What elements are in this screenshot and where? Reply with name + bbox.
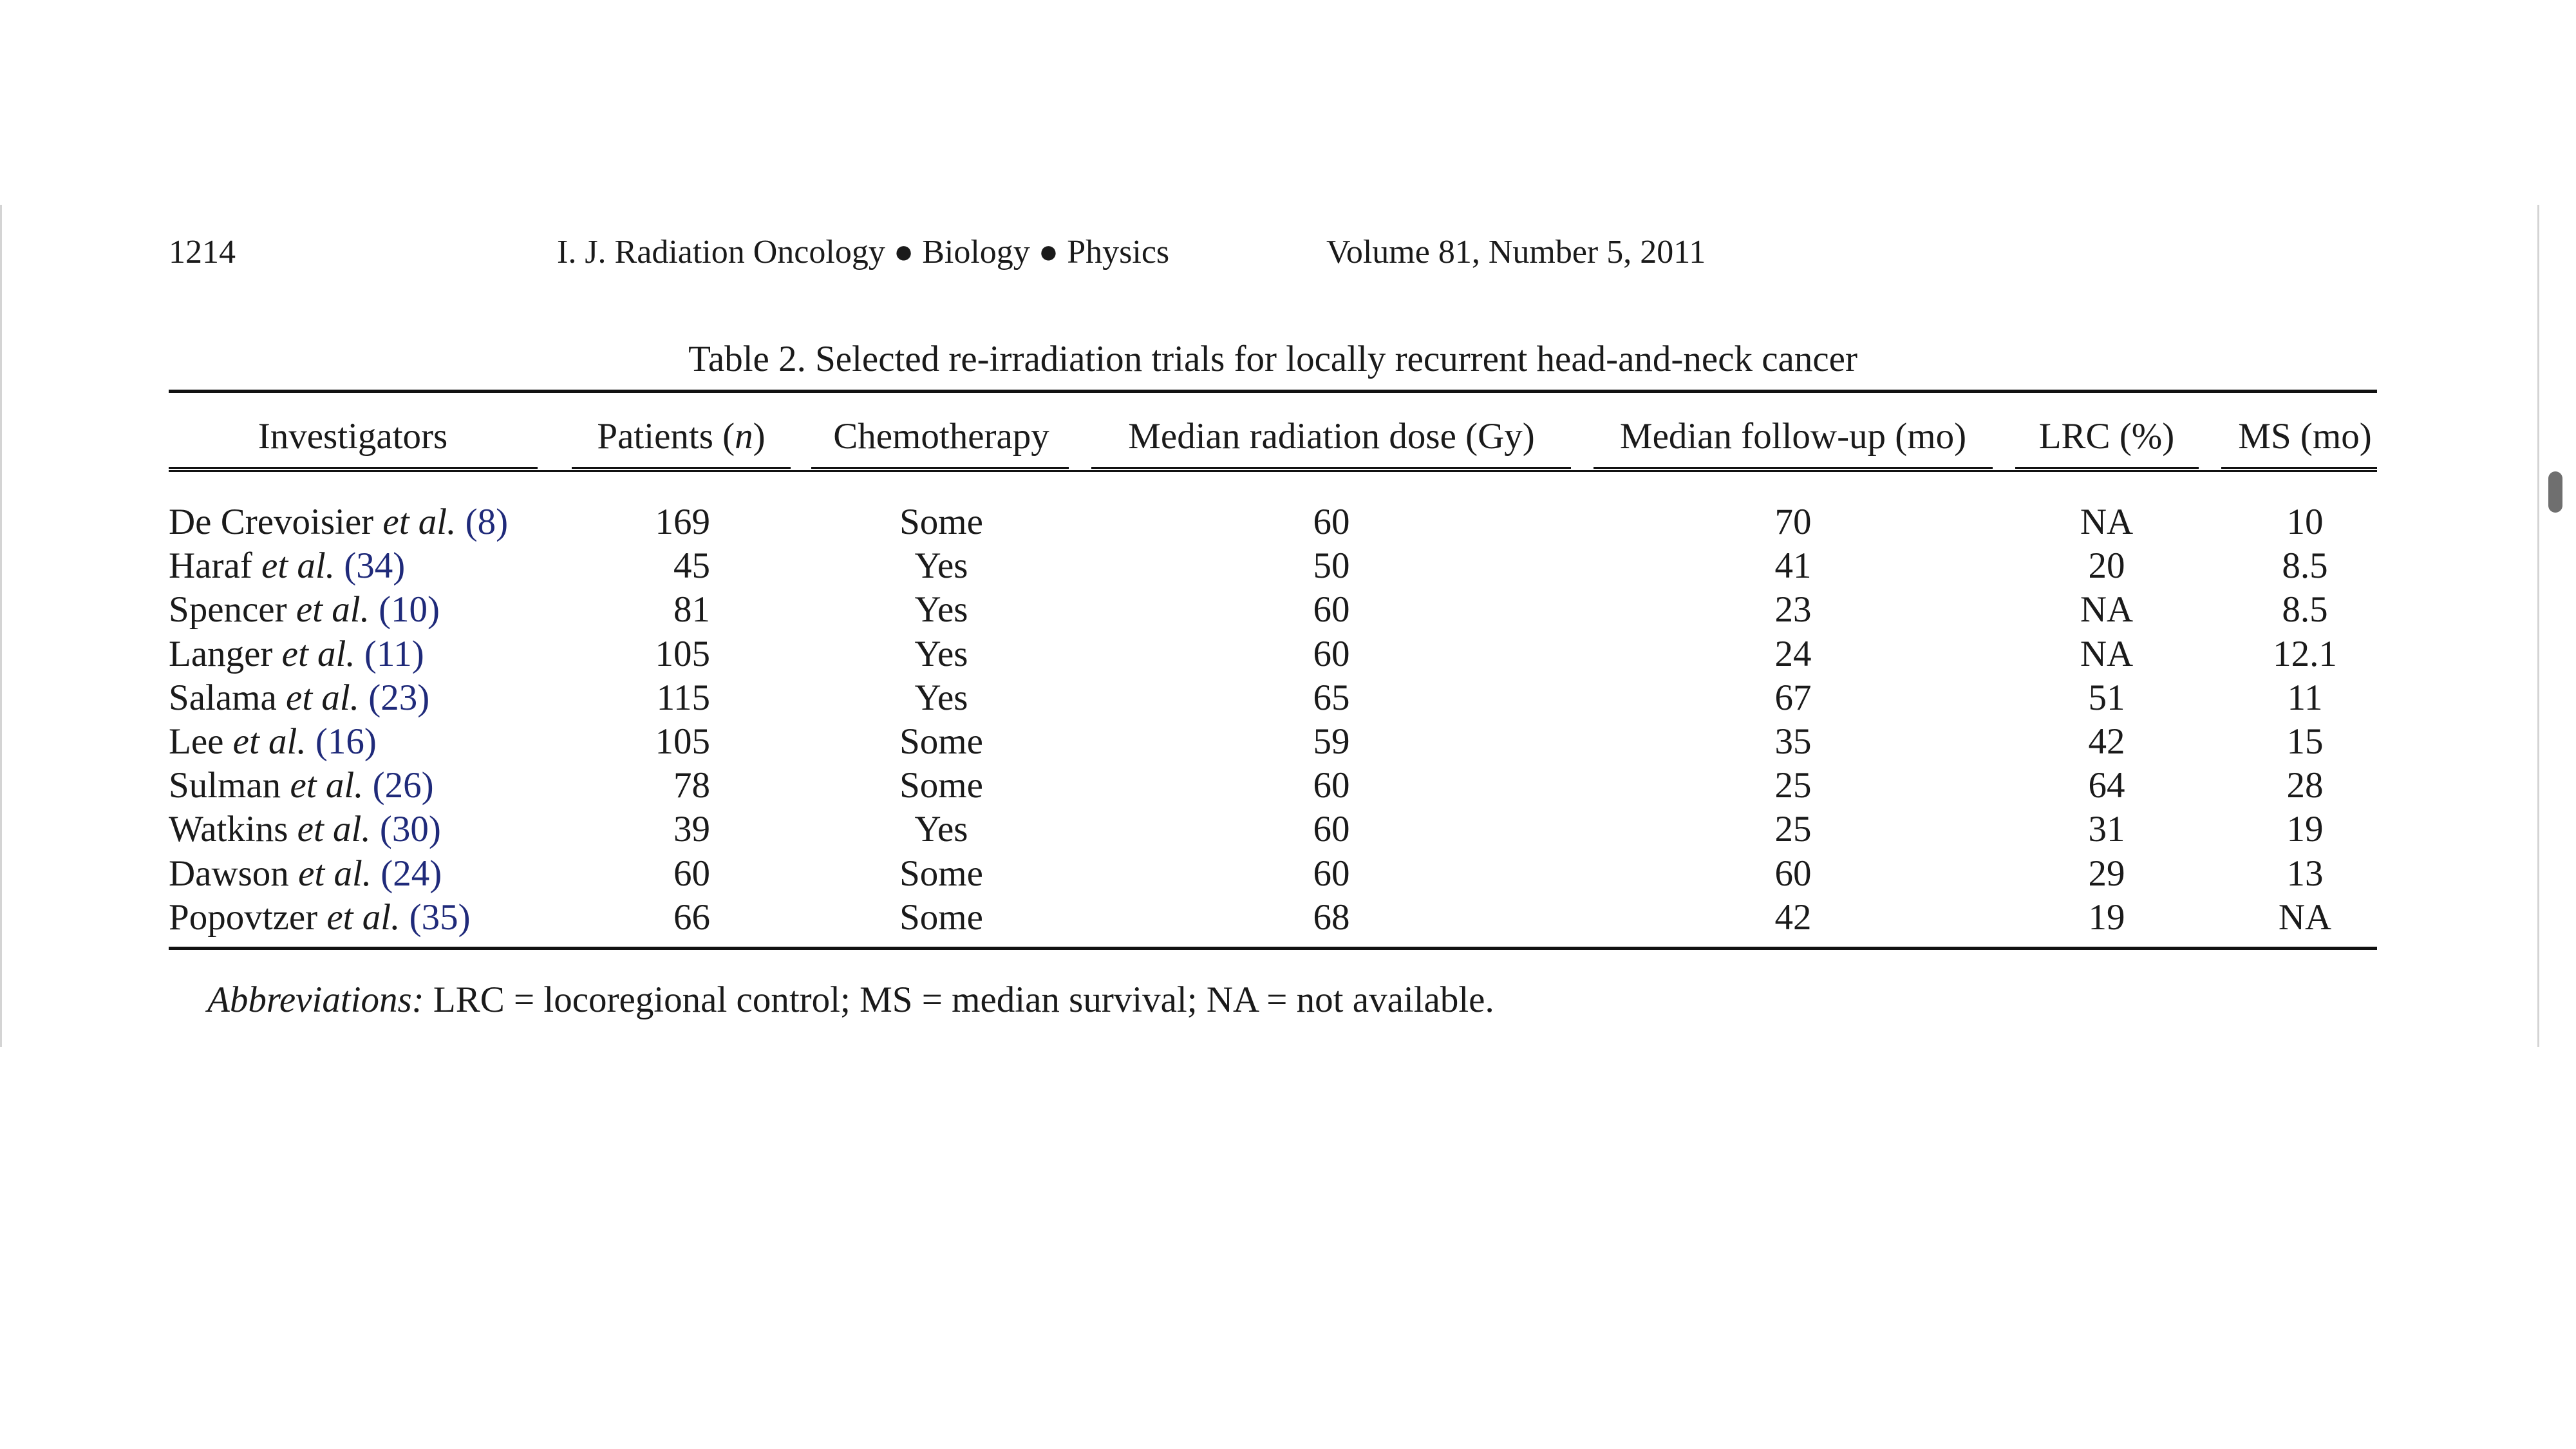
cell-investigator: Salama et al. (23) (169, 677, 430, 718)
cell-investigator: Lee et al. (16) (169, 721, 377, 762)
cell-followup: 60 (1774, 853, 1812, 894)
cell-followup: 24 (1774, 633, 1812, 674)
reference-link[interactable]: (24) (381, 853, 442, 894)
cell-dose: 65 (1313, 677, 1350, 718)
cell-chemotherapy: Some (899, 896, 983, 938)
cell-dose: 59 (1313, 721, 1350, 762)
column-header-investigators: Investigators (258, 416, 448, 457)
reference-link[interactable]: (30) (379, 809, 441, 850)
cell-ms: 13 (2286, 853, 2324, 894)
cell-ms: 12.1 (2273, 633, 2337, 674)
cell-lrc: 42 (2088, 721, 2125, 762)
cell-dose: 60 (1313, 853, 1350, 894)
cell-patients: 105 (655, 633, 710, 674)
cell-lrc: 31 (2088, 809, 2125, 850)
cell-lrc: NA (2080, 502, 2134, 542)
reference-link[interactable]: (35) (409, 896, 471, 938)
cell-followup: 67 (1774, 677, 1812, 718)
cell-investigator: Watkins et al. (30) (169, 809, 441, 850)
column-header-patients: Patients (n) (597, 416, 766, 457)
footnote-text: LRC = locoregional control; MS = median survival; NA = not available. (424, 980, 1494, 1020)
table-bottom-rule (169, 947, 2377, 950)
cell-dose: 60 (1313, 589, 1350, 630)
column-header-underline (1091, 467, 1571, 469)
cell-chemotherapy: Yes (914, 677, 968, 718)
column-header-underline (169, 467, 538, 469)
footnote-label: Abbreviations: (207, 980, 424, 1020)
scrollbar-thumb[interactable] (2548, 471, 2562, 513)
cell-dose: 50 (1313, 545, 1350, 587)
reference-link[interactable]: (11) (364, 633, 424, 674)
column-header-underline (572, 467, 791, 469)
cell-dose: 60 (1313, 809, 1350, 850)
cell-chemotherapy: Some (899, 721, 983, 762)
cell-chemotherapy: Yes (914, 589, 968, 630)
cell-investigator: De Crevoisier et al. (8) (169, 502, 509, 542)
cell-ms: 10 (2286, 502, 2324, 542)
cell-chemotherapy: Yes (914, 809, 968, 850)
cell-investigator: Haraf et al. (34) (169, 545, 406, 587)
cell-chemotherapy: Some (899, 502, 983, 542)
cell-patients: 66 (673, 896, 710, 938)
cell-lrc: NA (2080, 633, 2134, 674)
cell-followup: 70 (1774, 502, 1812, 542)
cell-followup: 23 (1774, 589, 1812, 630)
cell-followup: 25 (1774, 765, 1812, 806)
column-header-underline (2015, 467, 2199, 469)
cell-followup: 41 (1774, 545, 1812, 587)
cell-ms: 11 (2287, 677, 2323, 718)
cell-dose: 68 (1313, 896, 1350, 938)
table-footnote (207, 979, 1494, 1021)
cell-lrc: 64 (2088, 765, 2125, 806)
cell-investigator: Langer et al. (11) (169, 633, 424, 674)
cell-ms: 8.5 (2282, 545, 2328, 587)
journal-name: I. J. Radiation Oncology ● Biology ● Physics (557, 234, 1170, 270)
reference-link[interactable]: (8) (465, 502, 509, 542)
cell-patients: 81 (673, 589, 710, 630)
cell-lrc: 19 (2088, 896, 2125, 938)
cell-patients: 78 (673, 765, 710, 806)
cell-chemotherapy: Yes (914, 633, 968, 674)
cell-followup: 35 (1774, 721, 1812, 762)
cell-chemotherapy: Some (899, 765, 983, 806)
table-top-rule (169, 390, 2377, 393)
reference-link[interactable]: (26) (372, 765, 434, 806)
cell-patients: 39 (673, 809, 710, 850)
cell-ms: 28 (2286, 765, 2324, 806)
column-header-followup: Median follow-up (mo) (1619, 416, 1967, 457)
column-header-chemotherapy: Chemotherapy (833, 416, 1049, 457)
cell-patients: 45 (673, 545, 710, 587)
cell-investigator: Sulman et al. (26) (169, 765, 434, 806)
cell-chemotherapy: Yes (914, 545, 968, 587)
column-header-lrc: LRC (%) (2038, 416, 2175, 457)
cell-dose: 60 (1313, 633, 1350, 674)
volume-info: Volume 81, Number 5, 2011 (1326, 234, 1706, 270)
cell-lrc: 20 (2088, 545, 2125, 587)
cell-investigator: Spencer et al. (10) (169, 589, 440, 630)
cell-chemotherapy: Some (899, 853, 983, 894)
cell-ms: 8.5 (2282, 589, 2328, 630)
cell-ms: 19 (2286, 809, 2324, 850)
cell-patients: 115 (656, 677, 710, 718)
reference-link[interactable]: (34) (344, 545, 406, 587)
cell-lrc: 51 (2088, 677, 2125, 718)
reference-link[interactable]: (23) (368, 677, 430, 718)
cell-patients: 169 (655, 502, 710, 542)
reference-link[interactable]: (16) (315, 721, 377, 762)
cell-dose: 60 (1313, 765, 1350, 806)
cell-lrc: NA (2080, 589, 2134, 630)
cell-patients: 105 (655, 721, 710, 762)
reference-link[interactable]: (10) (379, 589, 440, 630)
column-header-dose: Median radiation dose (Gy) (1128, 416, 1535, 457)
column-header-underline (2221, 467, 2377, 469)
cell-dose: 60 (1313, 502, 1350, 542)
column-header-ms: MS (mo) (2238, 416, 2372, 457)
cell-investigator: Dawson et al. (24) (169, 853, 442, 894)
column-header-underline (811, 467, 1069, 469)
column-header-underline (1594, 467, 1993, 469)
table-caption: Table 2. Selected re-irradiation trials for locally recurrent head-and-neck cancer (688, 339, 1857, 379)
page-number: 1214 (169, 234, 236, 270)
cell-investigator: Popovtzer et al. (35) (169, 896, 471, 938)
cell-patients: 60 (673, 853, 710, 894)
cell-ms: NA (2278, 896, 2332, 938)
cell-ms: 15 (2286, 721, 2324, 762)
cell-lrc: 29 (2088, 853, 2125, 894)
cell-followup: 25 (1774, 809, 1812, 850)
table-header-rule (169, 470, 2377, 472)
cell-followup: 42 (1774, 896, 1812, 938)
